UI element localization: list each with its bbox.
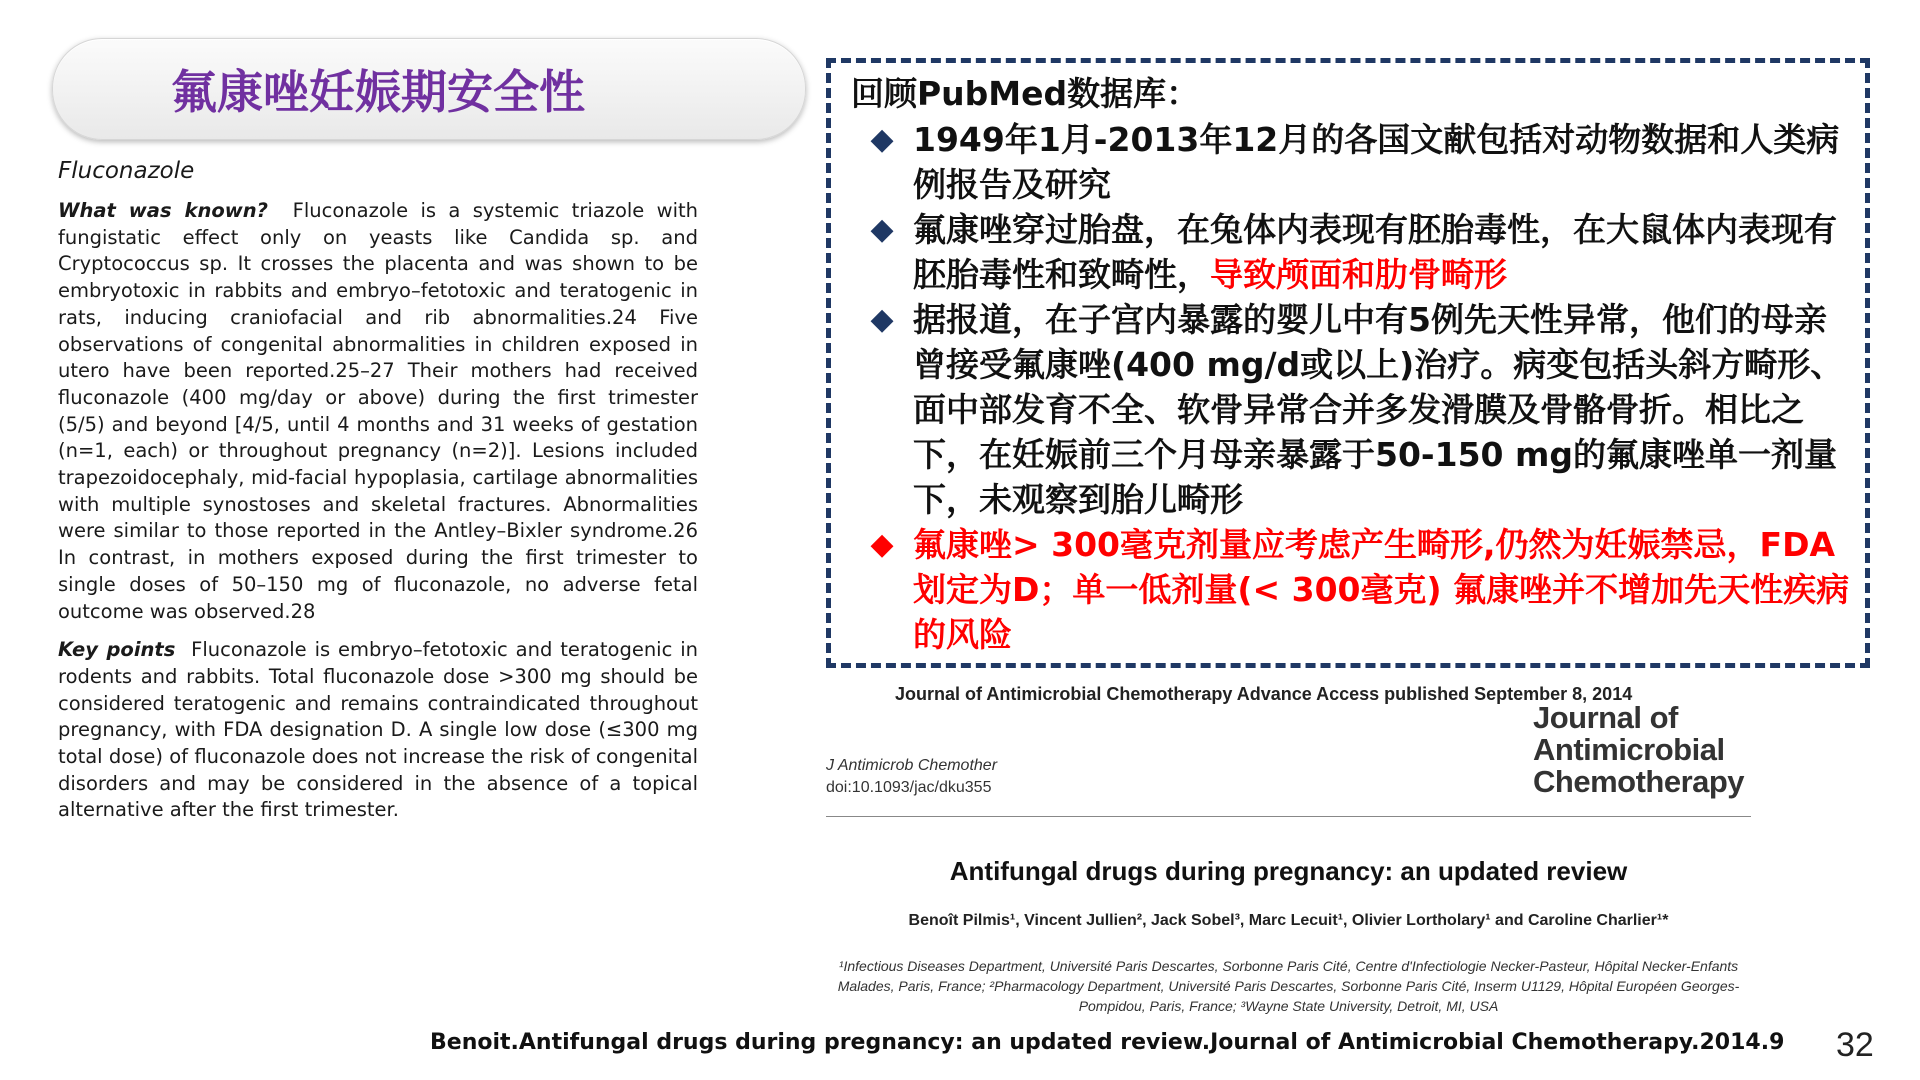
diamond-bullet-icon: ◆ <box>870 212 894 247</box>
slide-title-banner <box>52 38 806 140</box>
page-number: 32 <box>1836 1026 1874 1064</box>
bullet-text-main: 氟康唑穿过胎盘，在兔体内表现有胚胎毒性，在大鼠体内表现有胚胎毒性和致畸性， <box>913 210 1837 294</box>
slide-citation: Benoit.Antifungal drugs during pregnancy: an updated review.Journal of Antimicrobial Chemotherapy.2014.9 <box>430 1030 1785 1055</box>
diamond-bullet-icon: ◆ <box>870 122 894 157</box>
bullet-text-highlight: 氟康唑> 300毫克剂量应考虑产生畸形,仍然为妊娠禁忌，FDA划定为D；单一低剂量(< 300毫克) 氟康唑并不增加先天性疾病的风险 <box>913 525 1850 654</box>
summary-bullet-3 <box>851 297 1851 522</box>
drug-heading: Fluconazole <box>58 158 195 184</box>
what-was-known-paragraph <box>58 198 698 625</box>
bullet-text <box>913 207 1851 297</box>
bullet-text: 据报道，在子宫内暴露的婴儿中有5例先天性异常，他们的母亲曾接受氟康唑(400 mg/d或以上)治疗。病变包括头斜方畸形、面中部发育不全、软骨异常合并多发滑膜及骨骼骨折。相比之下，在妊娠前三个月母亲暴露于50-150 mg的氟康唑单一剂量下，未观察到胎儿畸形 <box>913 300 1844 519</box>
paper-authors: Benoît Pilmis¹, Vincent Jullien², Jack Sobel³, Marc Lecuit¹, Olivier Lortholary¹ and Caroline Charlier¹* <box>908 912 1669 929</box>
paper-title: Antifungal drugs during pregnancy: an updated review <box>949 856 1628 886</box>
journal-logo <box>1533 702 1744 798</box>
summary-bullet-2 <box>851 207 1851 297</box>
key-points-paragraph <box>58 637 698 824</box>
journal-logo-line3: Chemotherapy <box>1533 764 1745 799</box>
paper-excerpt <box>58 158 698 824</box>
paper-affiliations: ¹Infectious Diseases Department, Université Paris Descartes, Sorbonne Paris Cité, Centre d'Infectiologie Necker-Pasteur, Hôpital Necker-Enfants Malades, Paris, France; ²Pharmacology Department, Université Paris Descartes, Sorbonne Paris Cité, Inserm U1129, Hôpital Européen Georges-Pompidou, Paris, France; ³Wayne State University, Detroit, MI, USA <box>837 958 1740 1014</box>
what-was-known-label: What was known? <box>58 199 268 222</box>
summary-bullet-4 <box>851 522 1851 657</box>
journal-logo-line1: Journal of <box>1533 700 1678 735</box>
journal-logo-line2: Antimicrobial <box>1533 732 1725 767</box>
header-divider <box>826 816 1751 817</box>
summary-content <box>851 71 1851 657</box>
bullet-text-highlight: 导致颅面和肋骨畸形 <box>1210 255 1507 294</box>
journal-abbrev: J Antimicrob Chemother <box>826 757 998 774</box>
key-points-label: Key points <box>58 638 176 662</box>
summary-box <box>826 58 1870 668</box>
journal-citation-block <box>826 755 997 799</box>
diamond-bullet-icon: ◆ <box>870 527 894 562</box>
diamond-bullet-icon: ◆ <box>870 302 894 337</box>
key-points-text: Fluconazole is embryo–fetotoxic and teratogenic in rodents and rabbits. Total fluconazole dose >300 mg should be considered teratogenic and remains contraindicated throughout pregnancy, with FDA designation D. A single low dose (≤300 mg total dose) of fluconazole does not increase the risk of congenital disorders and may be considered in the absence of a topical alternative after the first trimester. <box>58 638 698 822</box>
bullet-text: 1949年1月-2013年12月的各国文献包括对动物数据和人类病例报告及研究 <box>913 120 1840 204</box>
summary-bullet-1 <box>851 117 1851 207</box>
what-was-known-text: Fluconazole is a systemic triazole with fungistatic effect only on yeasts like Candida sp. and Cryptococcus sp. It crosses the placenta and was shown to be embryotoxic in rabbits and embryo–fetotoxic and teratogenic in rats, inducing craniofacial and rib abnormalities.24 Five observations of congenital abnormalities in children exposed in utero have been reported.25–27 Their mothers had received fluconazole (400 mg/day or above) during the first trimester (5/5) and beyond [4/5, until 4 months and 31 weeks of gestation (n=1, each) or throughout pregnancy (n=2)]. Lesions included trapezoidocephaly, mid-facial hypoplasia, cartilage abnormalities with multiple synostoses and skeletal fractures. Abnormalities were similar to those reported in the Antley–Bixler syndrome.26 In contrast, in mothers exposed during the first trimester to single doses of 50–150 mg of fluconazole, no adverse fetal outcome was observed.28 <box>58 199 698 623</box>
doi-text: doi:10.1093/jac/dku355 <box>826 779 992 796</box>
slide-title: 氟康唑妊娠期安全性 <box>171 65 585 119</box>
advance-access-line: Journal of Antimicrobial Chemotherapy Advance Access published September 8, 2014 <box>895 684 1633 704</box>
summary-heading: 回顾PubMed数据库： <box>851 74 1200 113</box>
